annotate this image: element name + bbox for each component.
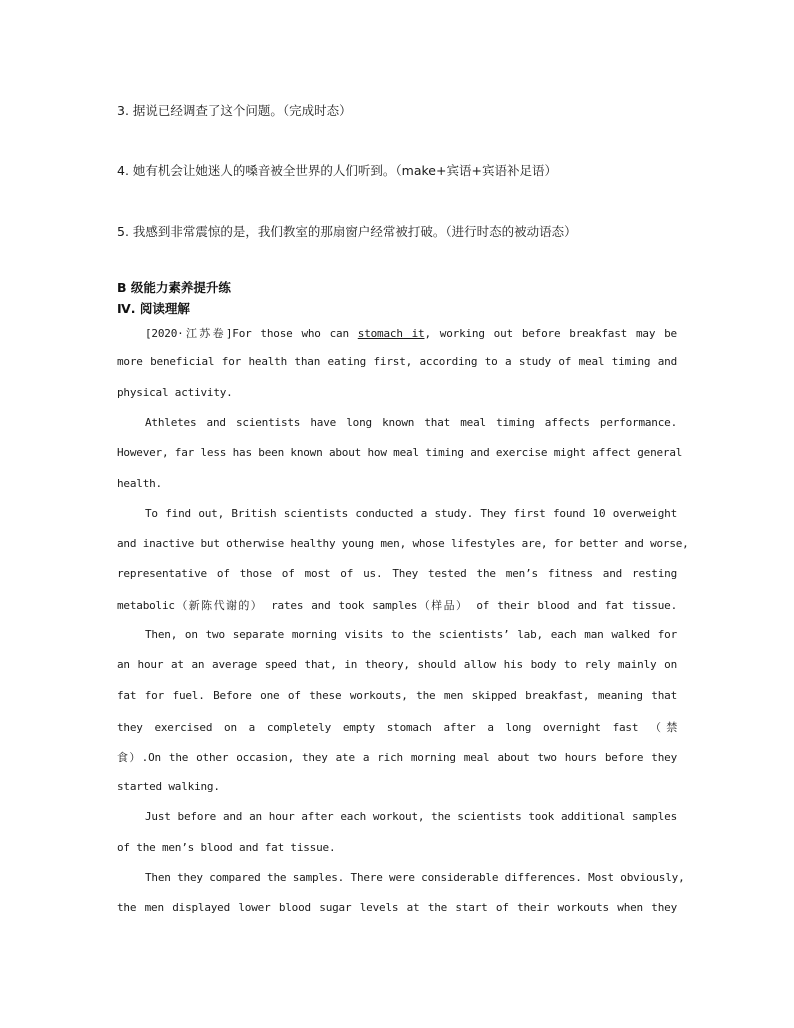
passage-line: started walking.	[117, 780, 220, 793]
question-number: 3.	[117, 103, 129, 118]
question-text: 她有机会让她迷人的嗓音被全世界的人们听到。（make+宾语+宾语补足语）	[132, 163, 557, 178]
passage-line: of the men’s blood and fat tissue.	[117, 841, 336, 854]
passage-line: Then they compared the samples. There were considerable differences. Most obviously,	[145, 871, 685, 884]
question-5	[117, 222, 697, 240]
passage-line: Just before and an hour after each workout, the scientists took additional samples	[145, 810, 677, 823]
section-iv-heading: Ⅳ. 阅读理解	[117, 301, 190, 316]
question-4	[117, 161, 697, 179]
passage-line: However, far less has been known about how meal timing and exercise might affect general	[117, 446, 683, 459]
question-3	[117, 101, 697, 119]
passage-line: they exercised on a completely empty stomach after a long overnight fast （禁	[117, 721, 677, 734]
question-number: 5.	[117, 224, 129, 239]
passage-line: an hour at an average speed that, in theory, should allow his body to rely mainly on	[117, 658, 677, 671]
underlined-phrase: stomach it	[357, 327, 425, 340]
passage-line: and inactive but otherwise healthy young men, whose lifestyles are, for better and worse,	[117, 537, 689, 550]
passage-line: Athletes and scientists have long known that meal timing affects performance.	[145, 416, 677, 429]
passage-line: [2020·江苏卷]For those who can stomach it, working out before breakfast may be	[145, 327, 677, 340]
passage-line: health.	[117, 477, 162, 490]
question-text: 据说已经调查了这个问题。（完成时态）	[132, 103, 352, 118]
passage-line: representative of those of most of us. They tested the men’s fitness and resting	[117, 567, 677, 580]
passage-line: fat for fuel. Before one of these workouts, the men skipped breakfast, meaning that	[117, 689, 677, 702]
passage-line: the men displayed lower blood sugar levels at the start of their workouts when they	[117, 901, 677, 914]
passage-line: 食）.On the other occasion, they ate a rich morning meal about two hours before they	[117, 751, 677, 764]
question-text: 我感到非常震惊的是，我们教室的那扇窗户经常被打破。（进行时态的被动语态）	[132, 224, 577, 239]
passage-line: Then, on two separate morning visits to the scientists’ lab, each man walked for	[145, 628, 677, 641]
question-number: 4.	[117, 163, 129, 178]
section-b-heading: B 级能力素养提升练	[117, 280, 231, 295]
passage-line: more beneficial for health than eating first, according to a study of meal timing and	[117, 355, 677, 368]
passage-line: physical activity.	[117, 386, 233, 399]
passage-line: To find out, British scientists conducted a study. They first found 10 overweight	[145, 507, 677, 520]
passage-line: metabolic（新陈代谢的） rates and took samples（样品） of their blood and fat tissue.	[117, 599, 677, 612]
